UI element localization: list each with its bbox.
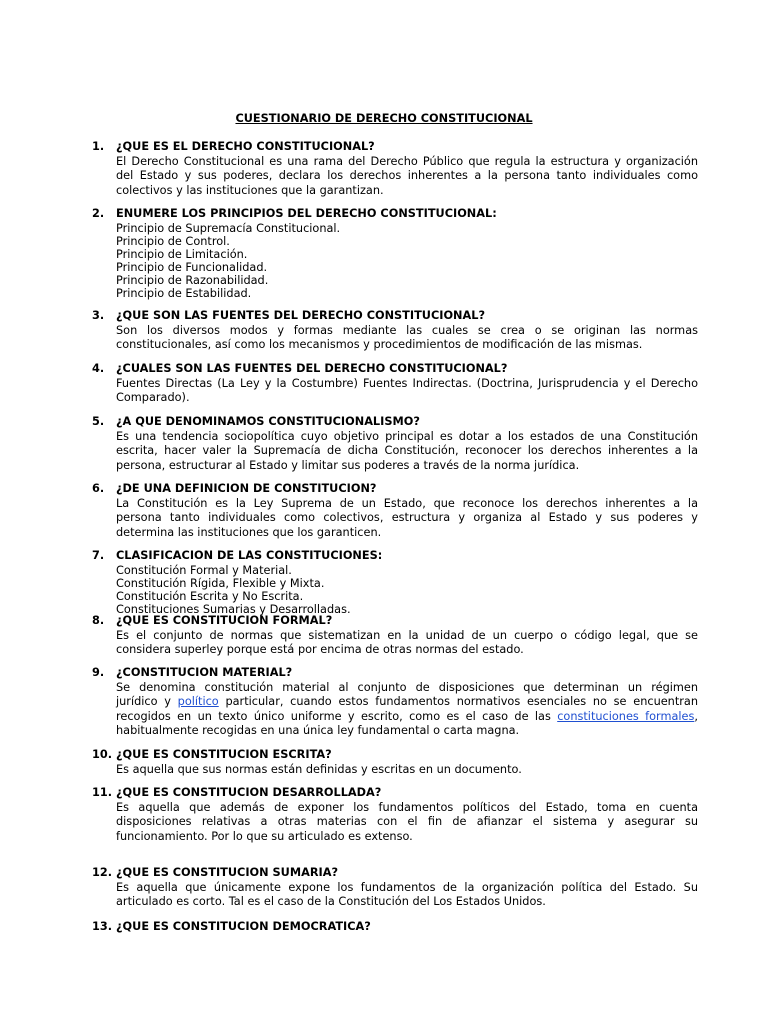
answer [92, 155, 698, 199]
answer-line: Es el conjunto de normas que sistematizan en la unidad de un cuerpo o código legal, que se [116, 628, 698, 642]
question-10 [92, 748, 698, 777]
question-number: 10. [92, 748, 113, 761]
question-5 [92, 415, 698, 473]
question-heading: 13. ¿QUE ES CONSTITUCION DEMOCRATICA? [92, 920, 371, 933]
answer [92, 881, 698, 910]
answer-line: La Constitución es la Ley Suprema de un Estado, que reconoce los derechos inherentes a la [116, 496, 698, 510]
question-12 [92, 866, 698, 910]
answer-line: Es una tendencia sociopolítica cuyo objetivo principal es dotar a los estados de una Constitución [116, 429, 698, 443]
question-number: 1. [92, 140, 105, 153]
question-number: 9. [92, 666, 105, 679]
answer-line: persona, estructurar al Estado y limitar sus poderes a través de la norma jurídica. [116, 458, 580, 472]
answer-line: recogidos en un texto único uniforme y escrito, como es el caso de las constituciones formales, [116, 709, 698, 723]
answer-line: Principio de Control. [116, 234, 230, 248]
answer-line: escrita, hacer valer la Supremacía de dicha Constitución, reconocer los derechos inherentes a la [116, 444, 698, 458]
answer-line: funcionamiento. Por lo que su articulado es extenso. [116, 829, 413, 843]
question-number: 6. [92, 482, 105, 495]
question-4 [92, 362, 698, 406]
answer-line: articulado es corto. Tal es el caso de la Constitución del Los Estados Unidos. [116, 895, 546, 909]
question-heading: 6. ¿DE UNA DEFINICION DE CONSTITUCION? [92, 482, 377, 495]
answer-line: Comparado). [116, 391, 190, 405]
answer [92, 681, 698, 739]
question-8 [92, 614, 698, 658]
question-number: 13. [92, 920, 113, 933]
answer-line: determina las instituciones que los garanticen. [116, 525, 382, 539]
question-number: 8. [92, 614, 105, 627]
question-3 [92, 309, 698, 353]
answer-line: Constituciones Sumarias y Desarrolladas. [116, 602, 351, 616]
question-heading: 8. ¿QUE ES CONSTITUCION FORMAL? [92, 614, 333, 627]
question-6 [92, 482, 698, 540]
answer-line: Son los diversos modos y formas mediante las cuales se crea o se originan las normas [116, 323, 698, 337]
constituciones-formales-link[interactable]: constituciones formales [557, 709, 695, 723]
answer [92, 629, 698, 658]
answer-line: persona tanto individuales como colectivos, estructura y organiza al Estado y sus poderes y [116, 511, 698, 525]
question-number: 11. [92, 786, 113, 799]
answer-line: disposiciones relativas a otras materias con el fin de afianzar el sistema y asegurar su [116, 815, 698, 829]
question-heading: 1. ¿QUE ES EL DERECHO CONSTITUCIONAL? [92, 140, 375, 153]
question-number: 3. [92, 309, 105, 322]
answer [92, 377, 698, 406]
answer-line: Principio de Razonabilidad. [116, 273, 269, 287]
question-11 [92, 786, 698, 844]
question-heading: 2. ENUMERE LOS PRINCIPIOS DEL DERECHO CONSTITUCIONAL: [92, 207, 497, 220]
answer-line: Constitución Formal y Material. [116, 563, 292, 577]
answer-line: Principio de Limitación. [116, 247, 248, 261]
question-heading: 10. ¿QUE ES CONSTITUCION ESCRITA? [92, 748, 332, 761]
answer-line: habitualmente recogidas en una única ley fundamental o carta magna. [116, 724, 520, 738]
answer-line: Es aquella que únicamente expone los fundamentos de la organización política del Estado. Su [116, 880, 698, 894]
question-7 [92, 549, 698, 616]
answer-line: del Estado y sus poderes, declara los derechos inherentes a la persona tanto individuales como [116, 169, 698, 183]
answer-line: El Derecho Constitucional es una rama del Derecho Público que regula la estructura y organización [116, 154, 698, 168]
answer-line: constitucionales, así como los mecanismos y procedimientos de modificación de las mismas. [116, 338, 643, 352]
question-number: 4. [92, 362, 105, 375]
question-number: 7. [92, 549, 105, 562]
answer-line: Fuentes Directas (La Ley y la Costumbre) Fuentes Indirectas. (Doctrina, Jurisprudencia y el Derecho [116, 376, 698, 390]
answer [92, 222, 698, 300]
question-heading: 3. ¿QUE SON LAS FUENTES DEL DERECHO CONSTITUCIONAL? [92, 309, 486, 322]
question-13 [92, 920, 698, 935]
answer-line: colectivos y las instituciones que la garantizan. [116, 183, 384, 197]
question-heading: 12. ¿QUE ES CONSTITUCION SUMARIA? [92, 866, 339, 879]
answer-line: considera superley porque está por encima de otras normas del estado. [116, 643, 524, 657]
answer [92, 497, 698, 541]
question-heading: 7. CLASIFICACION DE LAS CONSTITUCIONES: [92, 549, 383, 562]
question-number: 5. [92, 415, 105, 428]
answer-line: Principio de Supremacía Constitucional. [116, 221, 341, 235]
answer [92, 763, 698, 778]
question-1 [92, 140, 698, 198]
question-number: 2. [92, 207, 105, 220]
answer-line: Constitución Rígida, Flexible y Mixta. [116, 576, 325, 590]
question-2 [92, 207, 698, 300]
question-number: 12. [92, 866, 113, 879]
answer-line: Se denomina constitución material al conjunto de disposiciones que determinan un régimen [116, 680, 698, 694]
document-title: CUESTIONARIO DE DERECHO CONSTITUCIONAL [235, 112, 533, 125]
question-heading: 11. ¿QUE ES CONSTITUCION DESARROLLADA? [92, 786, 382, 799]
politico-link[interactable]: político [177, 695, 219, 709]
question-heading: 5. ¿A QUE DENOMINAMOS CONSTITUCIONALISMO? [92, 415, 420, 428]
answer [92, 430, 698, 474]
answer [92, 324, 698, 353]
answer-line: jurídico y político particular, cuando estos fundamentos normativos esenciales no se encuentran [116, 695, 698, 709]
answer [92, 564, 698, 616]
question-9 [92, 666, 698, 739]
answer-line: Es aquella que sus normas están definidas y escritas en un documento. [116, 762, 522, 776]
question-heading: 4. ¿CUALES SON LAS FUENTES DEL DERECHO CONSTITUCIONAL? [92, 362, 508, 375]
answer [92, 801, 698, 845]
answer-line: Principio de Estabilidad. [116, 286, 252, 300]
answer-line: Principio de Funcionalidad. [116, 260, 268, 274]
question-heading: 9. ¿CONSTITUCION MATERIAL? [92, 666, 293, 679]
answer-line: Constitución Escrita y No Escrita. [116, 589, 304, 603]
answer-line: Es aquella que además de exponer los fundamentos políticos del Estado, toma en cuenta [116, 800, 698, 814]
